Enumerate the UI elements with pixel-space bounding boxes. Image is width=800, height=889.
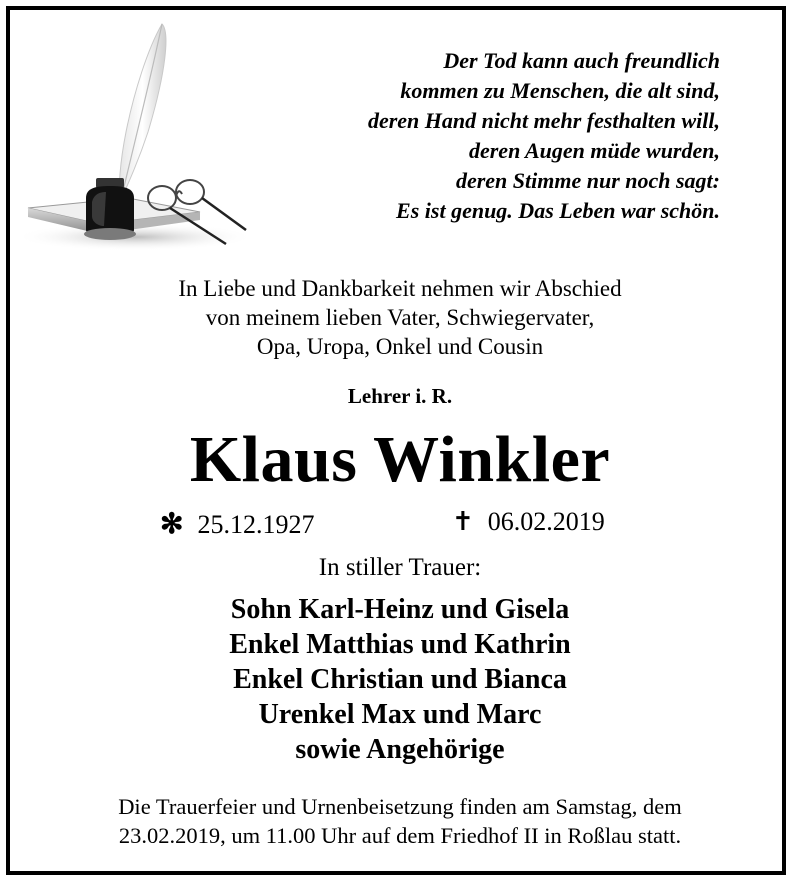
notice-line: 23.02.2019, um 11.00 Uhr auf dem Friedhof II in Roßlau statt. <box>118 823 682 848</box>
funeral-notice <box>0 792 800 850</box>
mourner-entry: Enkel Matthias und Kathrin <box>229 629 571 660</box>
birth-date-group <box>160 507 314 541</box>
mourners-label: In stiller Trauer: <box>318 554 482 581</box>
mourner-entry: sowie Angehörige <box>295 734 505 765</box>
quill-inkwell-glasses-illustration <box>20 12 260 252</box>
mourner-entry: Urenkel Max und Marc <box>258 699 542 730</box>
intro-line: In Liebe und Dankbarkeit nehmen wir Abschied <box>178 276 622 301</box>
poem-line: Es ist genug. Das Leben war schön. <box>396 198 720 223</box>
birth-star-icon: ✻ <box>160 509 184 540</box>
poem <box>260 46 720 226</box>
mourner-entry: Enkel Christian und Bianca <box>233 664 567 695</box>
mourner-entry: Sohn Karl-Heinz und Gisela <box>230 594 570 625</box>
poem-line: deren Augen müde wurden, <box>468 138 720 163</box>
death-date-group <box>452 507 605 537</box>
poem-line: Der Tod kann auch freundlich <box>443 48 720 73</box>
deceased-name: Klaus Winkler <box>189 423 611 496</box>
intro-line: Opa, Uropa, Onkel und Cousin <box>256 334 544 359</box>
death-cross-icon: ✝ <box>452 507 474 536</box>
death-date: 06.02.2019 <box>487 507 605 536</box>
life-dates <box>0 507 800 539</box>
poem-line: kommen zu Menschen, die alt sind, <box>400 78 720 103</box>
deceased-title: Lehrer i. R. <box>347 384 453 408</box>
intro-line: von meinem lieben Vater, Schwiegervater, <box>205 305 595 330</box>
poem-line: deren Hand nicht mehr festhalten will, <box>367 108 720 133</box>
intro-text <box>0 274 800 361</box>
birth-date: 25.12.1927 <box>197 510 315 539</box>
mourners-list <box>0 592 800 767</box>
poem-line: deren Stimme nur noch sagt: <box>455 168 720 193</box>
notice-line: Die Trauerfeier und Urnenbeisetzung finden am Samstag, dem <box>118 794 682 819</box>
